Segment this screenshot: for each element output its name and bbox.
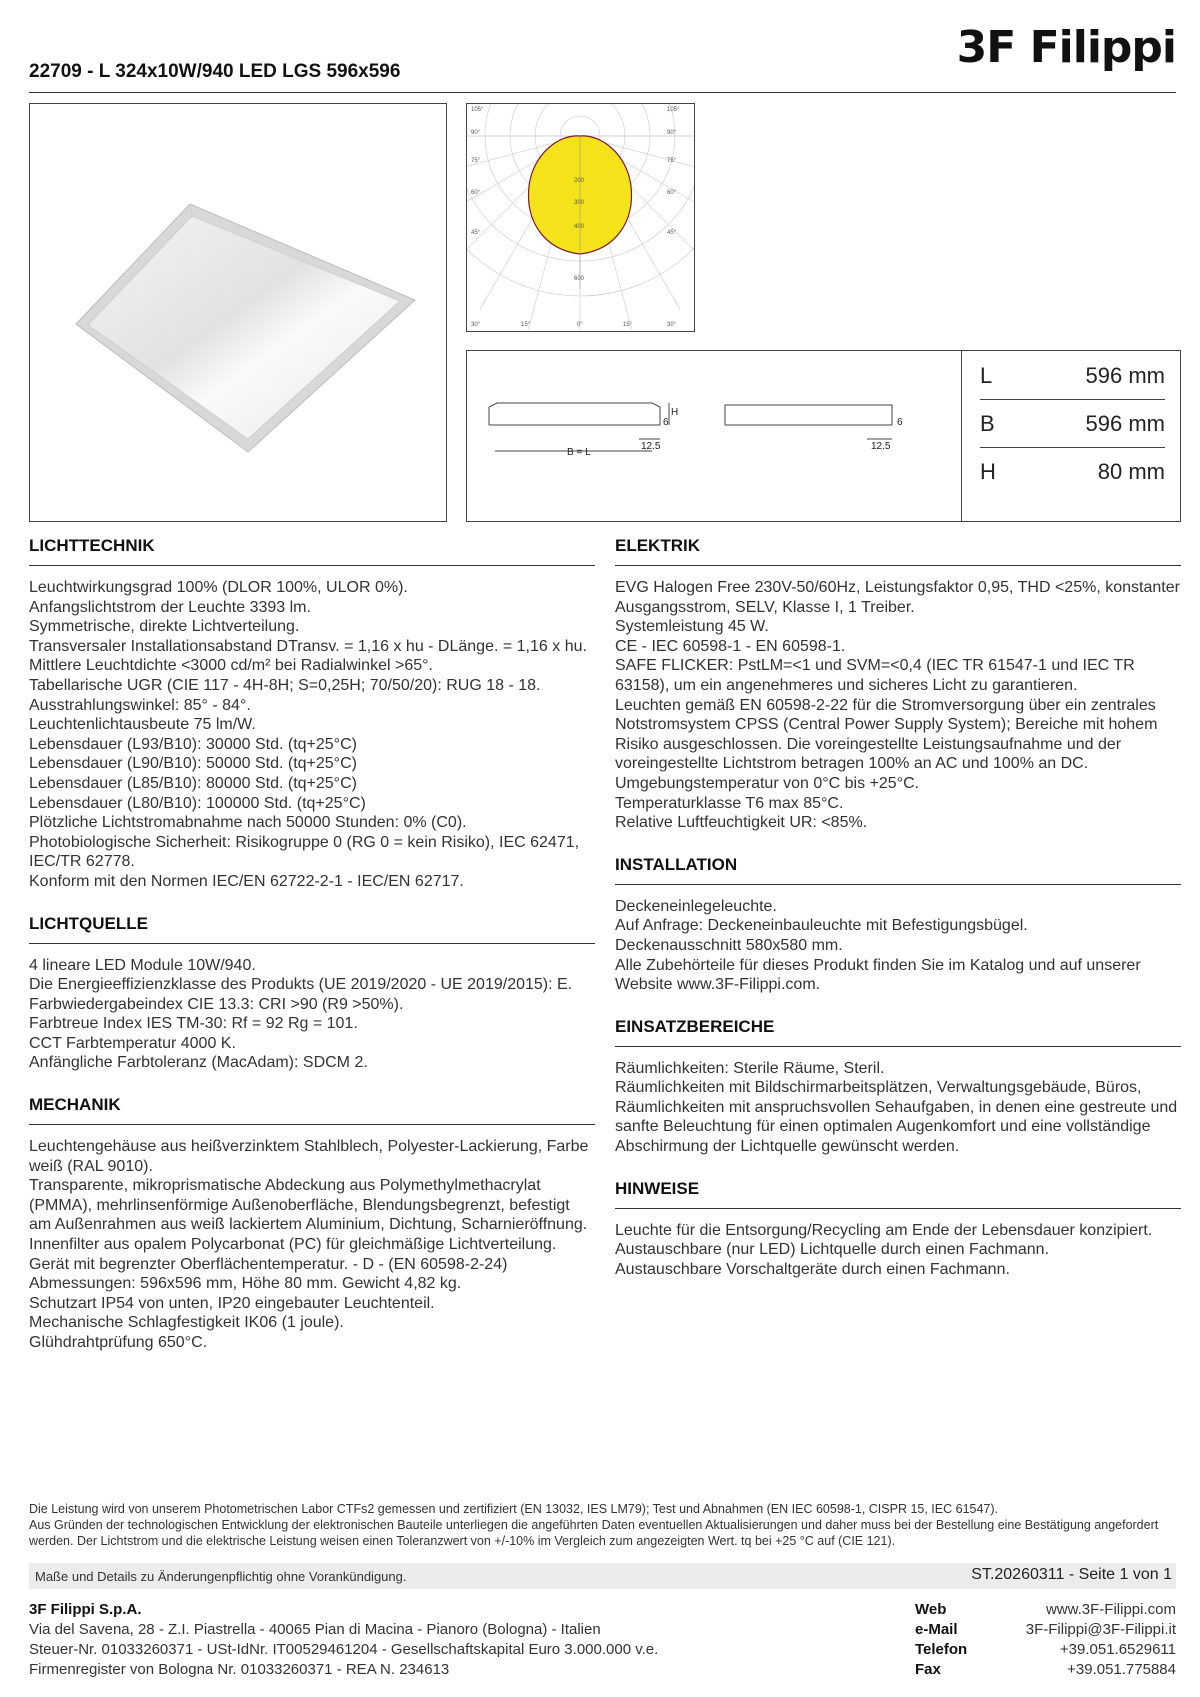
six-label-b: 6 — [897, 417, 903, 428]
dim-value: 80 mm — [1097, 459, 1165, 484]
spec-line: Abmessungen: 596x596 mm, Höhe 80 mm. Gewicht 4,82 kg. — [29, 1275, 462, 1293]
width-label-b: 12.5 — [871, 441, 891, 452]
section-body — [29, 1137, 595, 1353]
spec-line: Transparente, mikroprismatische Abdeckung aus Polymethylmethacrylat (PMMA), mehrlinsenförmige Außenoberfläche, Blendungsbegrenzt, befestigt am Außenrahmen aus weiß lackiertem Aluminium, Dichtung, Scharnieröffnung. — [29, 1177, 588, 1234]
web-link[interactable]: www.3F-Filippi.com — [1045, 1601, 1176, 1618]
radial-label: 400 — [574, 224, 585, 230]
section-heading: ELEKTRIK — [615, 536, 1181, 566]
angle-label: 75° — [667, 158, 677, 164]
header-divider — [29, 92, 1176, 93]
spec-line: Lebensdauer (L93/B10): 30000 Std. (tq+25°C) — [29, 735, 357, 753]
section-body — [615, 1059, 1181, 1157]
dim-row-height — [980, 447, 1165, 495]
spec-line: Farbtreue Index IES TM-30: Rf = 92 Rg = 101. — [29, 1015, 358, 1033]
spec-line: Austauschbare Vorschaltgeräte durch einen Fachmann. — [615, 1260, 1010, 1278]
contact-key: e-Mail — [915, 1621, 958, 1638]
spec-line: Transversaler Installationsabstand DTransv. = 1,16 x hu - DLänge. = 1,16 x hu. — [29, 637, 587, 655]
footnote — [29, 1501, 1176, 1549]
disclaimer-text: Maße und Details zu Änderungenpflichtig ohne Vorankündigung. — [35, 1569, 407, 1584]
right-spec-column — [615, 536, 1181, 1301]
height-label: H — [671, 407, 679, 418]
angle-label: 75° — [471, 158, 481, 164]
left-spec-column — [29, 536, 595, 1375]
spec-line: Symmetrische, direkte Lichtverteilung. — [29, 618, 300, 636]
section-heading: INSTALLATION — [615, 855, 1181, 885]
fax-value: +39.051.775884 — [1067, 1661, 1176, 1678]
dim-value: 596 mm — [1085, 411, 1165, 436]
section-body — [615, 578, 1181, 833]
email-link[interactable]: 3F-Filippi@3F-Filippi.it — [1025, 1621, 1176, 1638]
footnote-line: Aus Gründen der technologischen Entwicklung der elektronischen Bauteile unterliegen die angeführten Daten eventuellen Aktualisierungen und daher muss bei der Bestellung eine Bestätigung angefordert werden. Der Lichtstrom und die elektrische Leistung weisen einen Toleranzwert von +/-10% im Vergleich zum angezeigten Wert. tq bei +25 °C auf (CIE 121). — [29, 1518, 1159, 1548]
spec-line: Lebensdauer (L85/B10): 80000 Std. (tq+25°C) — [29, 774, 357, 792]
contact-key: Web — [915, 1601, 947, 1618]
company-register: Firmenregister von Bologna Nr. 01033260371 - REA N. 234613 — [29, 1661, 450, 1678]
dimension-table — [961, 351, 1183, 521]
dim-row-length — [980, 351, 1165, 400]
angle-label: 90° — [667, 130, 677, 136]
section-body — [615, 897, 1181, 995]
spec-line: Mechanische Schlagfestigkeit IK06 (1 joule). — [29, 1314, 344, 1332]
spec-line: Leuchtengehäuse aus heißverzinktem Stahlblech, Polyester-Lackierung, Farbe weiß (RAL 9010). — [29, 1138, 589, 1175]
phone-value: +39.051.6529611 — [1059, 1641, 1176, 1658]
section-heading: HINWEISE — [615, 1179, 1181, 1209]
angle-label: 45° — [667, 230, 677, 236]
section-heading: MECHANIK — [29, 1095, 595, 1125]
angle-label: 15° — [623, 322, 633, 328]
section-body — [29, 956, 595, 1074]
spec-line: Anfängliche Farbtoleranz (MacAdam): SDCM 2. — [29, 1054, 368, 1072]
spec-line: Relative Luftfeuchtigkeit UR: <85%. — [615, 814, 868, 832]
section-heading: LICHTTECHNIK — [29, 536, 595, 566]
section-heading: EINSATZBEREICHE — [615, 1017, 1181, 1047]
spec-line: CCT Farbtemperatur 4000 K. — [29, 1034, 236, 1052]
spec-line: Deckenausschnitt 580x580 mm. — [615, 936, 843, 954]
spec-line: Plötzliche Lichtstromabnahme nach 50000 Stunden: 0% (C0). — [29, 814, 467, 832]
contact-web — [915, 1600, 1176, 1620]
brand-logo: 3F Filippi — [956, 22, 1176, 73]
spec-line: Mittlere Leuchtdichte <3000 cd/m² bei Radialwinkel >65°. — [29, 657, 433, 675]
spec-line: Systemleistung 45 W. — [615, 618, 769, 636]
spec-line: 4 lineare LED Module 10W/940. — [29, 956, 256, 974]
contact-key: Telefon — [915, 1641, 968, 1658]
angle-label: 105° — [471, 107, 484, 113]
contact-phone — [915, 1640, 1176, 1660]
page-info: ST.20260311 - Seite 1 von 1 — [971, 1566, 1172, 1583]
company-name: 3F Filippi S.p.A. — [29, 1601, 142, 1618]
dimension-drawing — [466, 350, 1181, 522]
section-body — [615, 1221, 1181, 1280]
polar-light-distribution — [466, 103, 695, 332]
product-title: 22709 - L 324x10W/940 LED LGS 596x596 — [29, 61, 401, 82]
spec-line: Deckeneinlegeleuchte. — [615, 897, 777, 915]
spec-line: EVG Halogen Free 230V-50/60Hz, Leistungsfaktor 0,95, THD <25%, konstanter Ausgangsstrom, SELV, Klasse I, 1 Treiber. — [615, 579, 1180, 616]
spec-line: Farbwiedergabeindex CIE 13.3: CRI >90 (R9 >50%). — [29, 995, 404, 1013]
contact-key: Fax — [915, 1661, 941, 1678]
company-tax: Steuer-Nr. 01033260371 - USt-IdNr. IT00529461204 - Gesellschaftskapital Euro 3.000.000 v.e. — [29, 1641, 659, 1658]
angle-label: 30° — [667, 322, 677, 328]
spec-line: Alle Zubehörteile für dieses Produkt finden Sie im Katalog und auf unserer Website www.3F-Filippi.com. — [615, 956, 1141, 994]
radial-label: 200 — [574, 178, 585, 184]
spec-line: Schutzart IP54 von unten, IP20 eingebauter Leuchtenteil. — [29, 1294, 435, 1312]
spec-line: Austauschbare (nur LED) Lichtquelle durch einen Fachmann. — [615, 1241, 1050, 1259]
angle-label: 15° — [521, 322, 531, 328]
spec-line: Leuchten gemäß EN 60598-2-22 für die Stromversorgung über ein zentrales Notstromsystem CPSS (Central Power Supply System); Bereiche mit hohem Risiko ausgeschlossen. Die voreingestellte Leistungsaufnahme und der voreingestellte Lichtstrom betragen 100% an AC und 100% an DC. — [615, 696, 1158, 773]
spec-line: Räumlichkeiten: Sterile Räume, Steril. — [615, 1059, 885, 1077]
angle-label: 105° — [667, 107, 680, 113]
spec-line: Leuchtwirkungsgrad 100% (DLOR 100%, ULOR 0%). — [29, 579, 408, 596]
spec-line: SAFE FLICKER: PstLM=<1 und SVM=<0,4 (IEC TR 61547-1 und IEC TR 63158), um ein angenehmeres und sicheres Licht zu garantieren. — [615, 657, 1135, 694]
spec-line: Photobiologische Sicherheit: Risikogruppe 0 (RG 0 = kein Risiko), IEC 62471, IEC/TR 62778. — [29, 833, 580, 871]
contact-fax — [915, 1660, 1176, 1680]
contact-email — [915, 1620, 1176, 1640]
spec-line: Lebensdauer (L80/B10): 100000 Std. (tq+25°C) — [29, 794, 366, 812]
spec-line: Temperaturklasse T6 max 85°C. — [615, 794, 844, 812]
width-label-a: 12.5 — [641, 441, 661, 452]
company-info — [29, 1600, 658, 1680]
spec-line: Konform mit den Normen IEC/EN 62722-2-1 - IEC/EN 62717. — [29, 872, 464, 890]
spec-line: Leuchte für die Entsorgung/Recycling am Ende der Lebensdauer konzipiert. — [615, 1221, 1153, 1239]
spec-line: Auf Anfrage: Deckeneinbauleuchte mit Befestigungsbügel. — [615, 917, 1028, 935]
spec-line: Die Energieeffizienzklasse des Produkts (UE 2019/2020 - UE 2019/2015): E. — [29, 976, 573, 994]
spec-line: Umgebungstemperatur von 0°C bis +25°C. — [615, 774, 920, 792]
disclaimer-bar — [29, 1563, 1176, 1589]
spec-line: Ausstrahlungswinkel: 85° - 84°. — [29, 696, 251, 714]
spec-line: Innenfilter aus opalem Polycarbonat (PC) für gleichmäßige Lichtverteilung. — [29, 1236, 557, 1254]
spec-line: Lebensdauer (L90/B10): 50000 Std. (tq+25°C) — [29, 755, 357, 773]
footnote-line: Die Leistung wird von unserem Photometrischen Labor CTFs2 gemessen und zertifiziert (EN 13032, IES LM79); Test und Abnahmen (EN IEC 60598-1, CISPR 15, IEC 61547). — [29, 1502, 999, 1516]
dim-key: B — [980, 411, 995, 436]
dim-key: L — [980, 363, 993, 388]
section-body — [29, 578, 595, 892]
product-photo — [29, 103, 447, 522]
spec-line: Tabellarische UGR (CIE 117 - 4H-8H; S=0,25H; 70/50/20): RUG 18 - 18. — [29, 676, 541, 694]
angle-label: 0° — [577, 322, 583, 328]
radial-label: 300 — [574, 200, 585, 206]
angle-label: 90° — [471, 130, 481, 136]
spec-line: Gerät mit begrenzter Oberflächentemperatur. - D - (EN 60598-2-24) — [29, 1255, 508, 1273]
radial-label: 600 — [574, 276, 585, 282]
dim-row-width — [980, 399, 1165, 448]
spec-line: Leuchtenlichtausbeute 75 lm/W. — [29, 716, 256, 734]
angle-label: 60° — [667, 190, 677, 196]
angle-label: 30° — [471, 322, 481, 328]
angle-label: 60° — [471, 190, 481, 196]
six-label-a: 6 — [663, 417, 669, 428]
dim-key: H — [980, 459, 996, 484]
side-profile-sketches — [467, 351, 961, 521]
contact-list — [915, 1600, 1176, 1680]
section-heading: LICHTQUELLE — [29, 914, 595, 944]
spec-line: Räumlichkeiten mit Bildschirmarbeitsplätzen, Verwaltungsgebäude, Büros, Räumlichkeiten mit anspruchsvollen Sehaufgaben, in denen eine gestreute und sanfte Beleuchtung für einen optimalen Augenkomfort und eine vollständige Abschirmung der Lichtquelle gewünscht werden. — [615, 1079, 1178, 1156]
angle-label: 45° — [471, 230, 481, 236]
spec-line: Anfangslichtstrom der Leuchte 3393 lm. — [29, 598, 311, 616]
bl-label: B = L — [567, 447, 591, 458]
spec-line: CE - IEC 60598-1 - EN 60598-1. — [615, 637, 846, 655]
dim-value: 596 mm — [1085, 363, 1165, 388]
company-address: Via del Savena, 28 - Z.I. Piastrella - 40065 Pian di Macina - Pianoro (Bologna) - Italien — [29, 1621, 601, 1638]
spec-line: Glühdrahtprüfung 650°C. — [29, 1334, 208, 1351]
